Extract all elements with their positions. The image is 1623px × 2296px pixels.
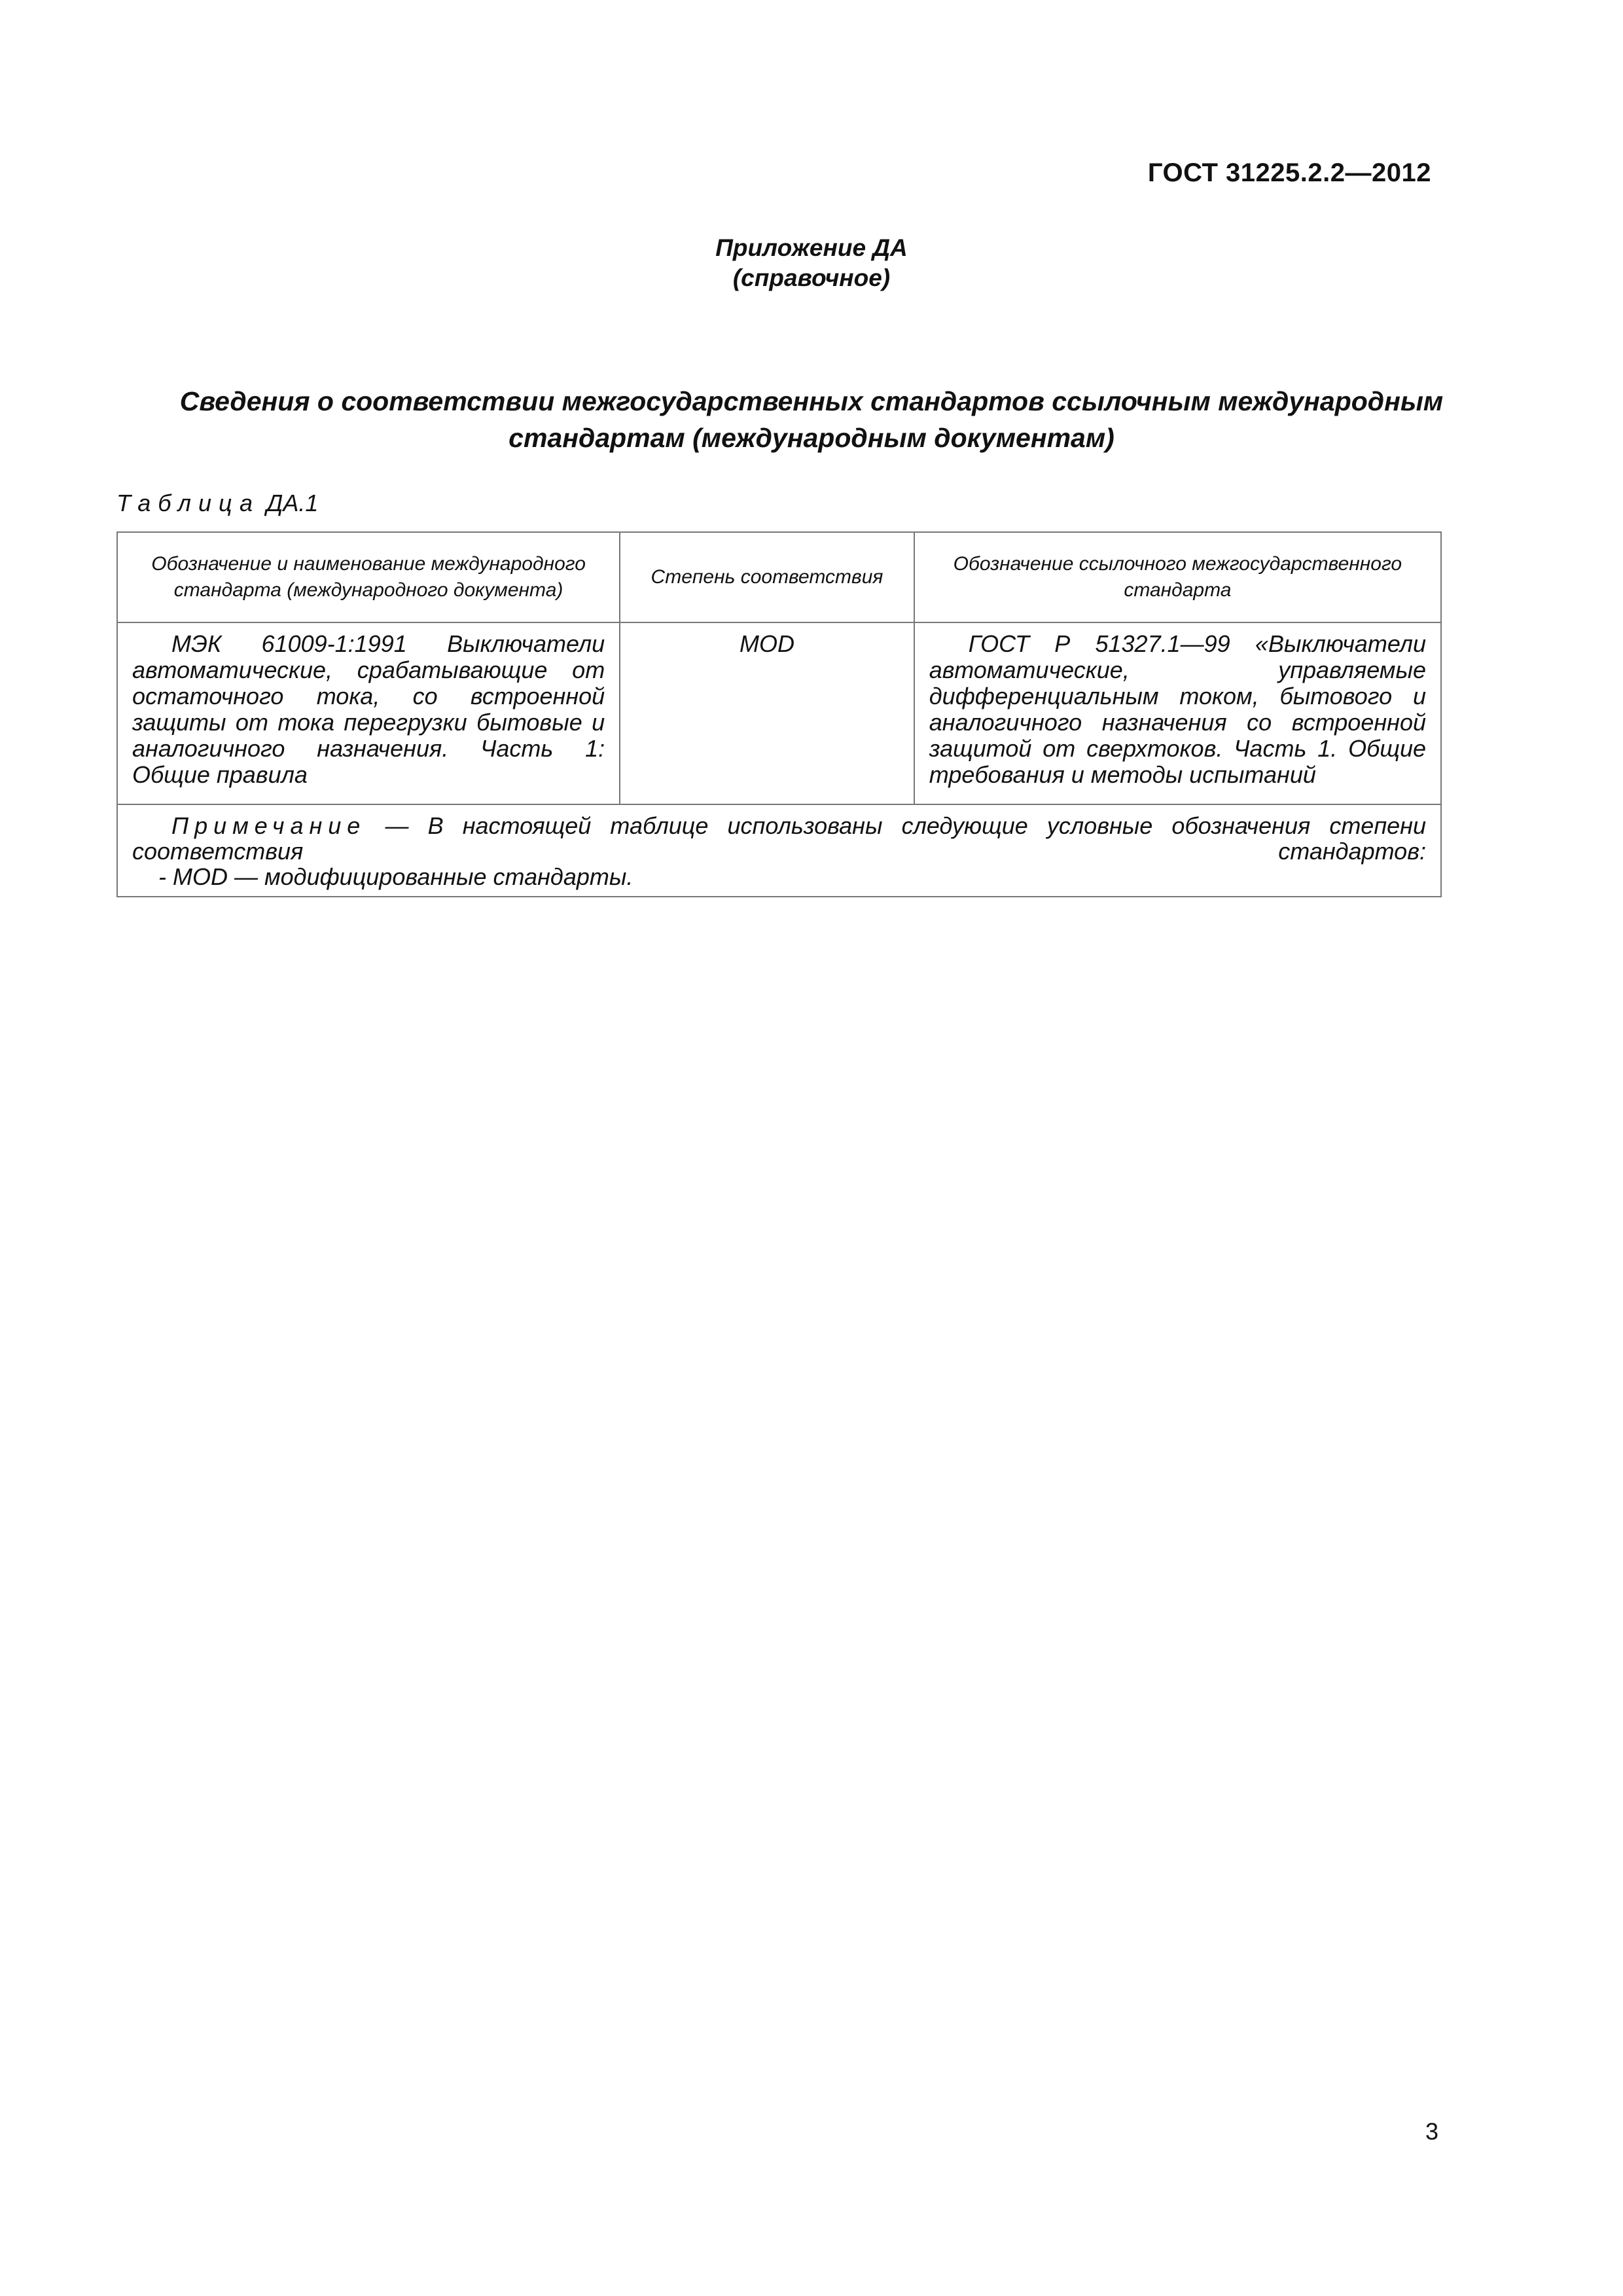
note-label: Примечание: [171, 812, 366, 839]
table-caption-word: Таблица: [116, 490, 260, 516]
page-number: 3: [1425, 2118, 1438, 2145]
document-code: ГОСТ 31225.2.2—2012: [1147, 158, 1431, 187]
note-text: [132, 813, 1426, 864]
cell-international-standard: МЭК 61009-1:1991 Выключатели автоматические, срабатывающие от остаточного тока, со встроенной защиты от тока перегрузки бытовые и аналогичного назначения. Часть 1: Общие правила: [117, 622, 620, 804]
annex-title-block: [0, 233, 1623, 293]
table-header-row: [117, 532, 1441, 622]
note-body: — В настоящей таблице использованы следующие условные обозначения степени соответствия стандартов:: [132, 812, 1426, 865]
correspondence-table: [116, 531, 1442, 897]
cell-degree-of-correspondence: MOD: [620, 622, 914, 804]
table-row: [117, 622, 1441, 804]
table-note-row: [117, 804, 1441, 897]
table-caption: [116, 490, 318, 517]
cell-interstate-standard: ГОСТ Р 51327.1—99 «Выключатели автоматические, управляемые дифференциальным током, бытового и аналогичного назначения со встроенной защитой от сверхтоков. Часть 1. Общие требования и методы испытаний: [914, 622, 1441, 804]
annex-subtitle: (справочное): [732, 264, 891, 291]
note-list-item: - MOD — модифицированные стандарты.: [158, 863, 633, 890]
section-heading-line-1: Сведения о соответствии межгосударственных стандартов ссылочным международным: [179, 386, 1444, 416]
table-caption-id: ДА.1: [266, 490, 319, 516]
table-note: [117, 804, 1441, 897]
header-international-standard: Обозначение и наименование международного стандарта (международного документа): [117, 532, 620, 622]
header-interstate-standard: Обозначение ссылочного межгосударственного стандарта: [914, 532, 1441, 622]
section-heading-line-2: стандартам (международным документам): [508, 423, 1115, 453]
header-degree-of-correspondence: Степень соответствия: [620, 532, 914, 622]
annex-title: Приложение ДА: [715, 234, 908, 261]
section-heading: [105, 383, 1518, 456]
